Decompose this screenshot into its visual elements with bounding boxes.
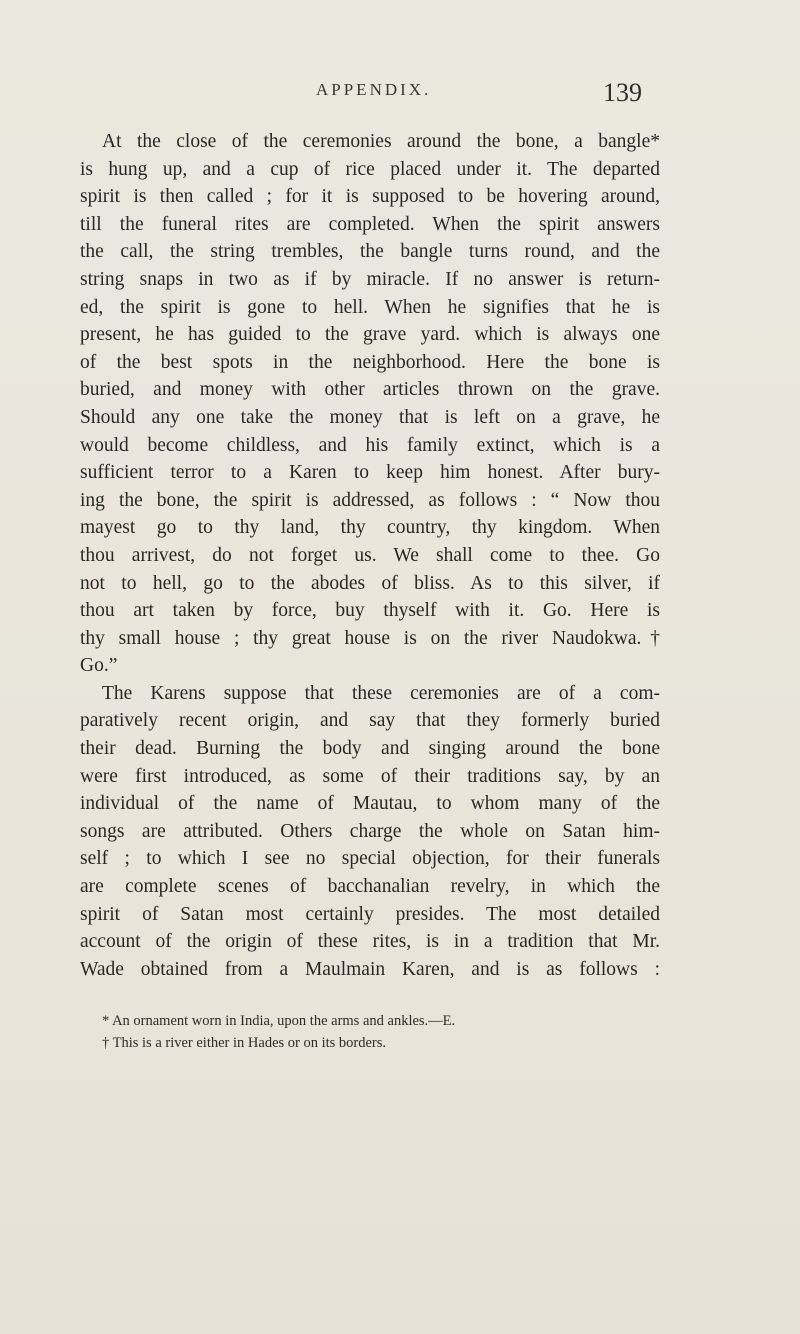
text-line: the call, the string trembles, the bangle turns round, and the <box>80 241 660 263</box>
body-text <box>80 128 660 983</box>
text-line: At the close of the ceremonies around the bone, a bangle* <box>102 131 660 152</box>
running-title: APPENDIX. <box>316 80 432 99</box>
text-line: Go.” <box>80 655 118 677</box>
text-line: Should any one take the money that is left on a grave, he <box>80 406 660 428</box>
paragraph-2 <box>80 680 660 984</box>
text-line: ing the bone, the spirit is addressed, as follows : “ Now thou <box>80 489 660 511</box>
text-line: present, he has guided to the grave yard. which is always one <box>80 324 660 346</box>
text-line: till the funeral rites are completed. When the spirit answers <box>80 213 660 235</box>
text-line: spirit of Satan most certainly presides. The most detailed <box>80 903 660 925</box>
text-line: spirit is then called ; for it is supposed to be hovering around, <box>80 186 660 208</box>
paragraph-1 <box>80 128 660 680</box>
text-line: thou art taken by force, buy thyself with it. Go. Here is <box>80 600 660 622</box>
text-line: ed, the spirit is gone to hell. When he signifies that he is <box>80 296 660 318</box>
text-line: mayest go to thy land, thy country, thy kingdom. When <box>80 517 660 539</box>
text-line: not to hell, go to the abodes of bliss. As to this silver, if <box>80 572 660 594</box>
footnote: † This is a river either in Hades or on its borders. <box>102 1035 387 1051</box>
text-line: account of the origin of these rites, is in a tradition that Mr. <box>80 931 660 953</box>
text-line: paratively recent origin, and say that they formerly buried <box>80 710 660 732</box>
text-line: are complete scenes of bacchanalian revelry, in which the <box>80 876 660 898</box>
text-line: thy small house ; thy great house is on the river Naudokwa.† <box>80 627 660 649</box>
text-line: self ; to which I see no special objection, for their funerals <box>80 848 660 870</box>
text-line: string snaps in two as if by miracle. If no answer is return- <box>80 268 660 290</box>
footnote: * An ornament worn in India, upon the arms and ankles.—E. <box>102 1013 456 1029</box>
text-line: Wade obtained from a Maulmain Karen, and is as follows : <box>80 958 660 980</box>
text-line: sufficient terror to a Karen to keep him honest. After bury- <box>80 462 660 484</box>
running-head <box>0 80 660 110</box>
text-line: were first introduced, as some of their traditions say, by an <box>80 765 660 787</box>
text-line: songs are attributed. Others charge the whole on Satan him- <box>80 820 660 842</box>
text-line: their dead. Burning the body and singing around the bone <box>80 738 660 760</box>
text-line: thou arrivest, do not forget us. We shall come to thee. Go <box>80 544 660 566</box>
footnotes <box>80 1010 680 1054</box>
page-number: 139 <box>603 78 642 107</box>
text-line: buried, and money with other articles thrown on the grave. <box>80 379 660 401</box>
text-line: is hung up, and a cup of rice placed under it. The departed <box>80 158 660 180</box>
text-line: The Karens suppose that these ceremonies are of a com- <box>102 682 660 704</box>
text-line: would become childless, and his family extinct, which is a <box>80 434 660 456</box>
text-line: individual of the name of Mautau, to whom many of the <box>80 793 660 815</box>
text-line: of the best spots in the neighborhood. Here the bone is <box>80 351 660 373</box>
